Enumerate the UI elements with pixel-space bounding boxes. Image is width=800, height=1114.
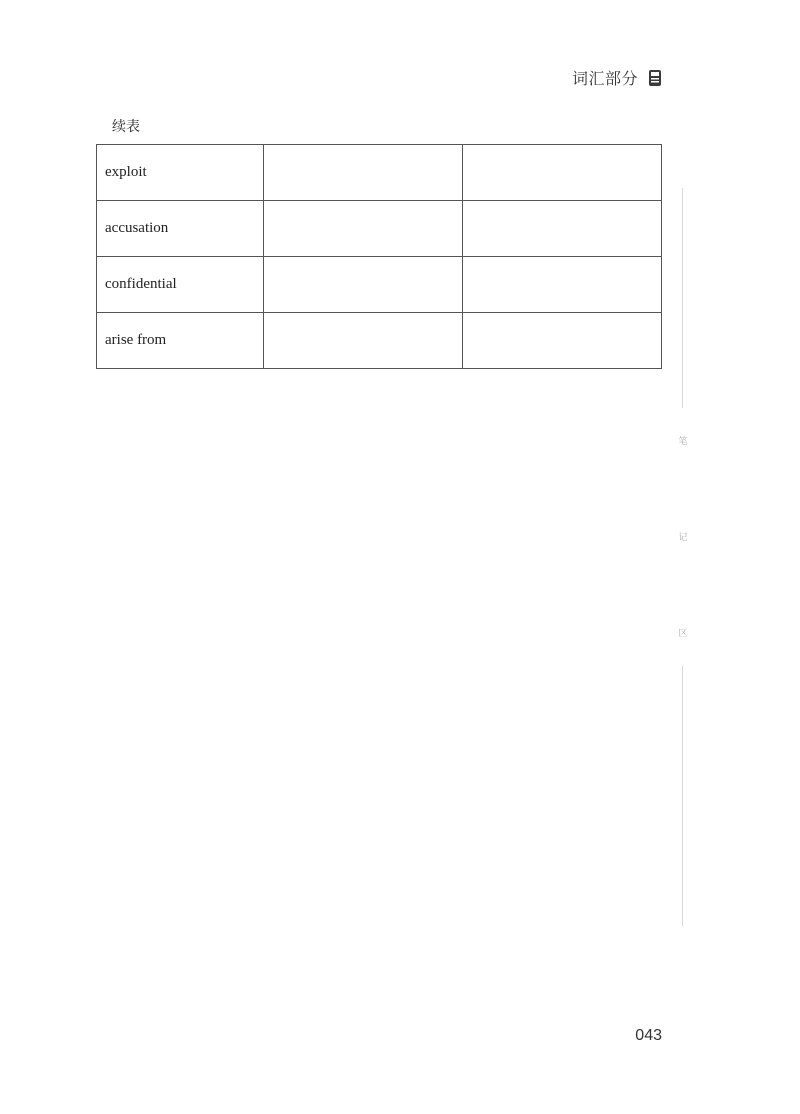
- notes-char: 记: [678, 533, 688, 543]
- notes-char: 笔: [678, 437, 688, 447]
- blank-cell: [462, 201, 661, 257]
- page-number: 043: [635, 1027, 662, 1044]
- word-cell: arise from: [97, 313, 264, 369]
- blank-cell: [263, 313, 462, 369]
- blank-cell: [462, 313, 661, 369]
- blank-cell: [263, 145, 462, 201]
- section-title: 词汇部分: [571, 69, 638, 88]
- notes-char: 区: [678, 629, 688, 639]
- word-cell: accusation: [97, 201, 264, 257]
- table-row: [97, 313, 662, 369]
- book-icon: [648, 69, 662, 87]
- table-row: [97, 257, 662, 313]
- blank-cell: [263, 201, 462, 257]
- page-header: [572, 66, 662, 89]
- table-row: [97, 201, 662, 257]
- continued-label: 续表: [112, 119, 140, 135]
- word-cell: exploit: [97, 145, 264, 201]
- vocab-table: [96, 144, 662, 369]
- blank-cell: [462, 257, 661, 313]
- notes-divider-bottom: [682, 666, 683, 926]
- table-row: [97, 145, 662, 201]
- notes-divider-top: [682, 188, 683, 408]
- word-cell: confidential: [97, 257, 264, 313]
- blank-cell: [263, 257, 462, 313]
- blank-cell: [462, 145, 661, 201]
